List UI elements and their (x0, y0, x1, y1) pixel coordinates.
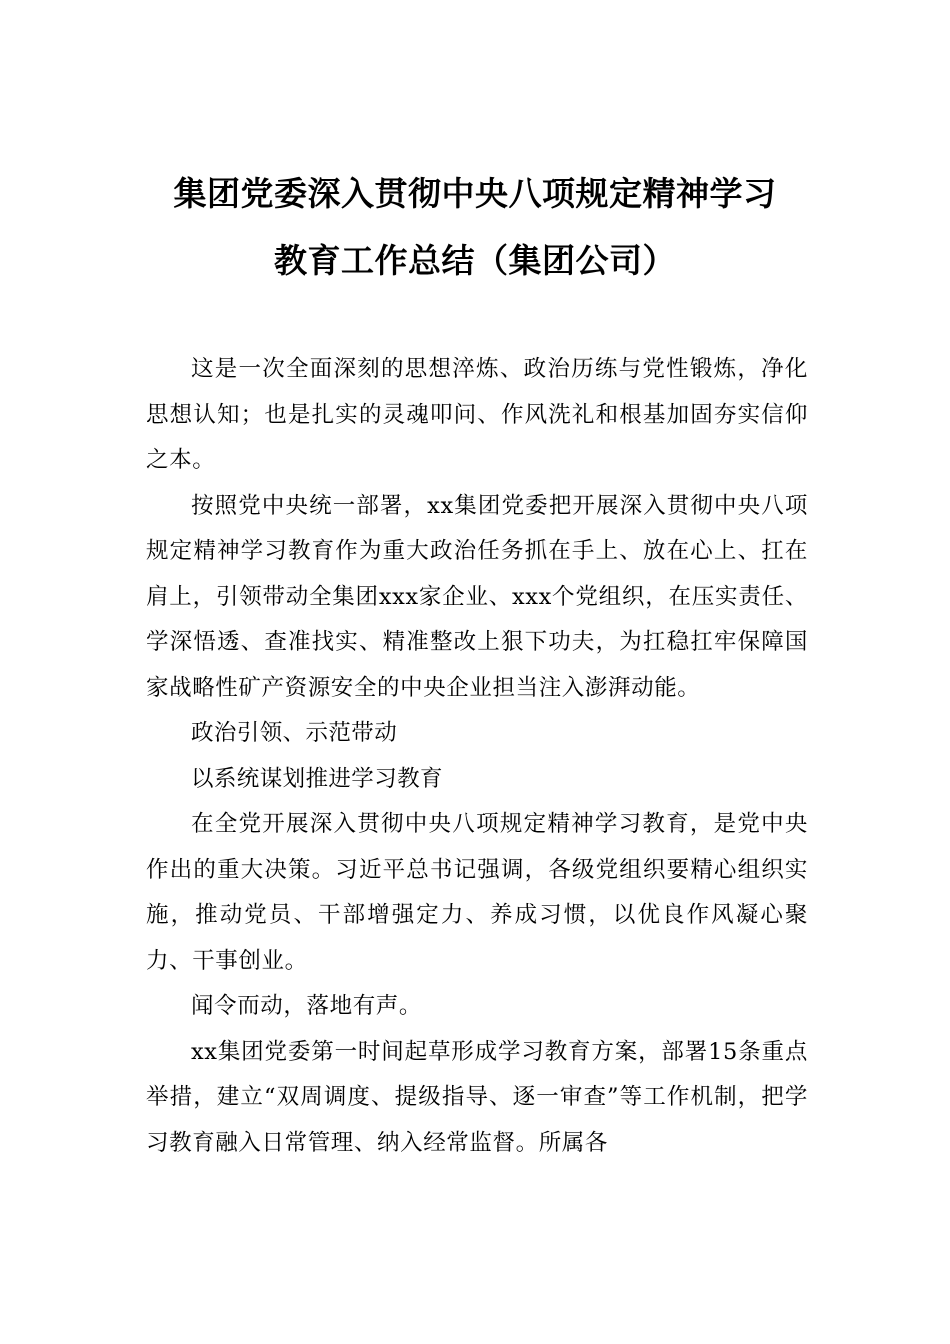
document-title-line-1: 集团党委深入贯彻中央八项规定精神学习 (173, 174, 777, 213)
section-subheading: 以系统谋划推进学习教育 (191, 765, 443, 792)
paragraph-decision: 在全党开展深入贯彻中央八项规定精神学习教育，是党中央作出的重大决策。习近平总书记强调，各级党组织要精心组织实施，推动党员、干部增强定力、养成习惯，以优良作风凝心聚力、干事创业。 (146, 811, 808, 974)
document-body (146, 347, 808, 1166)
section-heading: 政治引领、示范带动 (191, 720, 398, 746)
paragraph-deployment: 按照党中央统一部署，xx集团党委把开展深入贯彻中央八项规定精神学习教育作为重大政治任务抓在手上、放在心上、扛在肩上，引领带动全集团xxx家企业、xxx个党组织，在压实责任、学深悟透、查准找实、精准整改上狠下功夫，为扛稳扛牢保障国家战略性矿产资源安全的中央企业担当注入澎湃动能。 (146, 492, 808, 701)
paragraph-response: 闻令而动，落地有声。 (191, 993, 423, 1019)
paragraph-measures: xx集团党委第一时间起草形成学习教育方案，部署15条重点举措，建立“双周调度、提级指导、逐一审查”等工作机制，把学习教育融入日常管理、纳入经常监督。所属各 (146, 1038, 808, 1156)
paragraph-intro: 这是一次全面深刻的思想淬炼、政治历练与党性锻炼，净化思想认知；也是扎实的灵魂叩问、作风洗礼和根基加固夯实信仰之本。 (146, 356, 808, 473)
document-title-line-2: 教育工作总结（集团公司） (274, 241, 676, 280)
